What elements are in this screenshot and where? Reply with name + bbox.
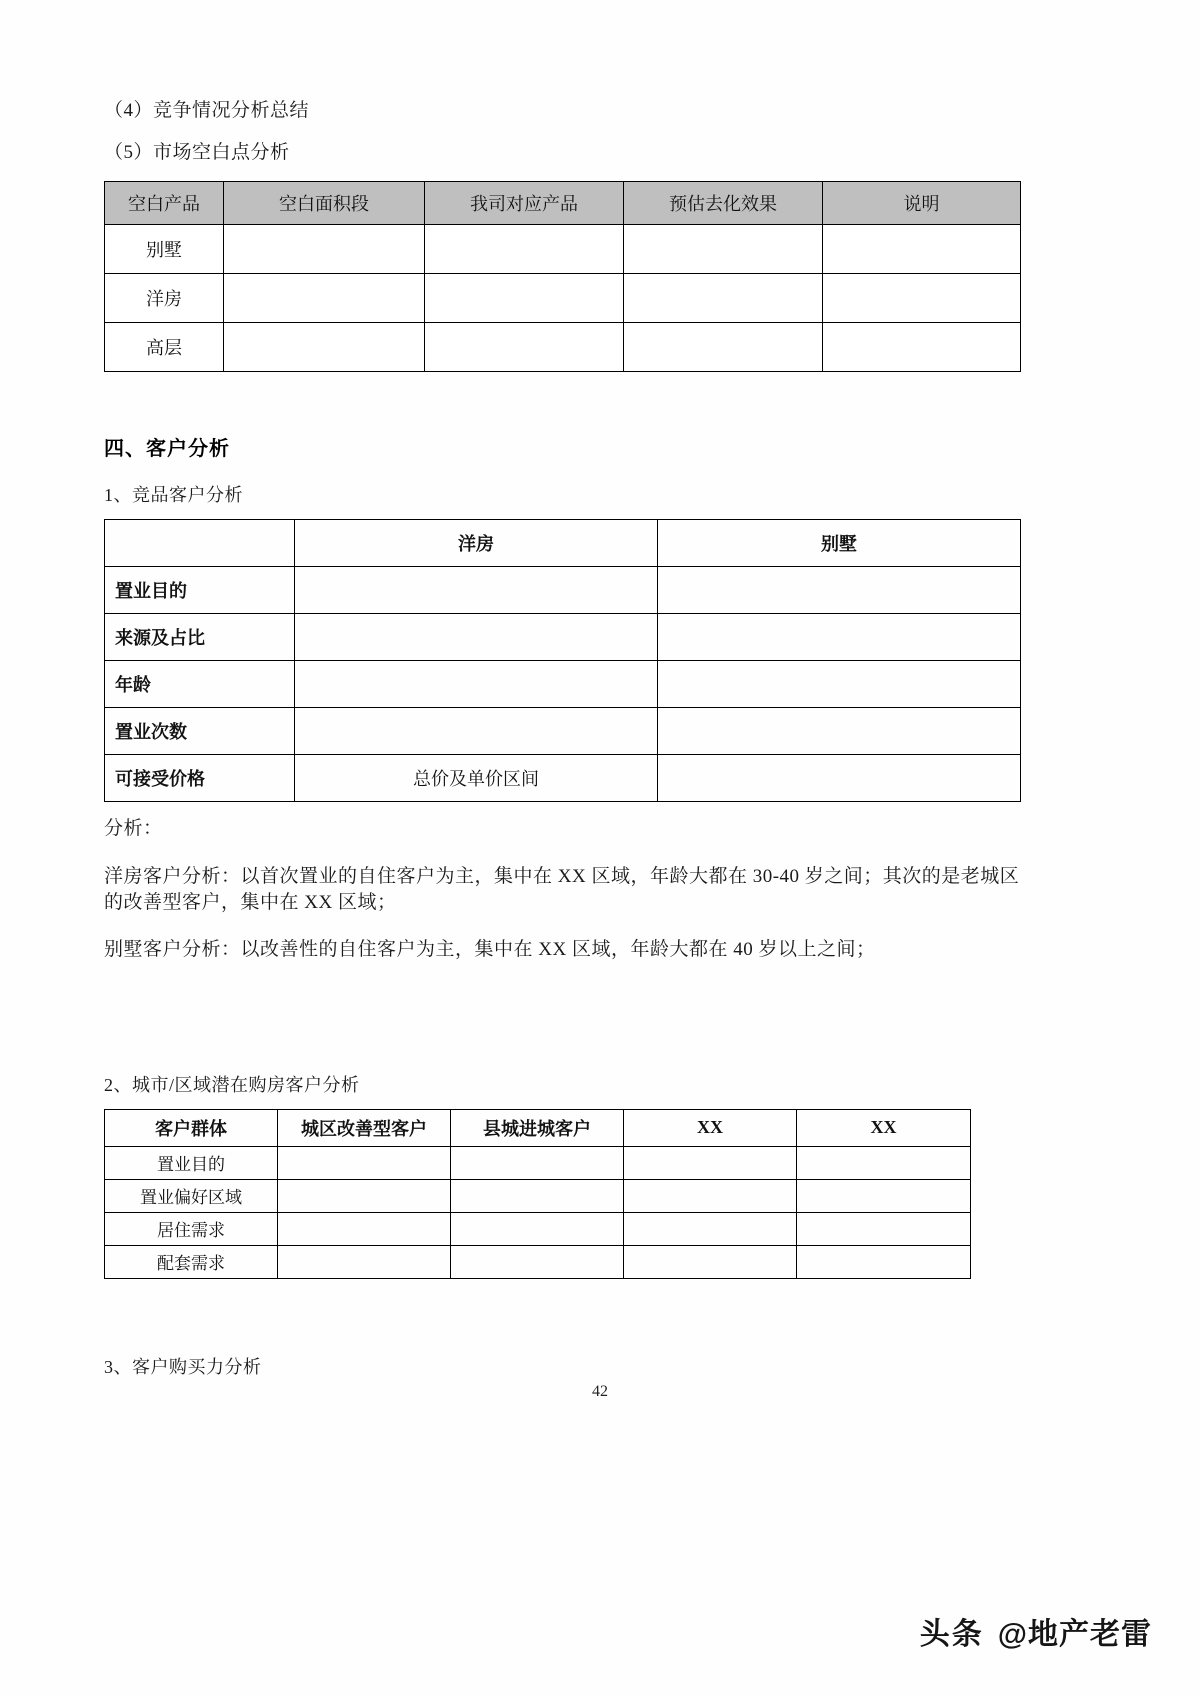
analysis-yangfang: 洋房客户分析：以首次置业的自住客户为主，集中在 XX 区域，年龄大都在 30-40 岁之间；其次的是老城区的改善型客户，集中在 XX 区域； — [104, 865, 1020, 913]
table-market-blank-points — [104, 181, 1021, 372]
analysis-label: 分析： — [104, 818, 163, 840]
table-competitor-customers — [104, 519, 1021, 802]
table-cell[interactable] — [224, 323, 425, 372]
table-cell[interactable] — [797, 1212, 971, 1245]
table-cell[interactable] — [295, 614, 658, 661]
row-label: 居住需求 — [105, 1212, 278, 1245]
table-cell[interactable] — [624, 1146, 797, 1179]
table-cell[interactable] — [624, 225, 823, 274]
table-cell[interactable] — [224, 274, 425, 323]
table-cell[interactable] — [797, 1245, 971, 1278]
row-label: 洋房 — [105, 274, 224, 323]
column-header: 客户群体 — [105, 1109, 278, 1146]
column-header: 洋房 — [295, 520, 658, 567]
table-cell[interactable] — [278, 1146, 451, 1179]
table-cell[interactable] — [451, 1212, 624, 1245]
section-spacer — [104, 372, 1020, 432]
table-cell[interactable] — [451, 1179, 624, 1212]
column-header: 说明 — [823, 182, 1021, 225]
table-cell[interactable] — [658, 708, 1021, 755]
table-cell[interactable] — [278, 1245, 451, 1278]
watermark-handle: @地产老雷 — [997, 1618, 1152, 1651]
table-row — [105, 1179, 971, 1212]
table-cell[interactable] — [797, 1146, 971, 1179]
column-header: XX — [624, 1109, 797, 1146]
table-cell[interactable] — [658, 567, 1021, 614]
table-header-row — [105, 182, 1021, 225]
table-cell[interactable] — [451, 1245, 624, 1278]
column-header: 空白产品 — [105, 182, 224, 225]
table-row — [105, 708, 1021, 755]
subsection-heading-competitor-customers: 1、竞品客户分析 — [104, 485, 243, 506]
section-heading-customer-analysis: 四、客户分析 — [104, 438, 230, 461]
column-header: 空白面积段 — [224, 182, 425, 225]
row-label: 配套需求 — [105, 1245, 278, 1278]
page-number: 42 — [592, 1383, 608, 1400]
table-cell[interactable] — [658, 755, 1021, 802]
row-label: 来源及占比 — [105, 614, 295, 661]
table-row — [105, 1146, 971, 1179]
table-row — [105, 323, 1021, 372]
table-cell[interactable] — [658, 661, 1021, 708]
table-header-row — [105, 520, 1021, 567]
table-row — [105, 567, 1021, 614]
table-cell[interactable] — [295, 708, 658, 755]
table-cell[interactable] — [658, 614, 1021, 661]
corner-cell — [105, 520, 295, 567]
table-cell[interactable] — [425, 225, 624, 274]
table-cell[interactable] — [224, 225, 425, 274]
row-label: 年龄 — [105, 661, 295, 708]
row-label: 置业偏好区域 — [105, 1179, 278, 1212]
row-label: 高层 — [105, 323, 224, 372]
table-cell[interactable] — [823, 274, 1021, 323]
row-label: 置业次数 — [105, 708, 295, 755]
column-header: 我司对应产品 — [425, 182, 624, 225]
watermark-brand: 头条 — [919, 1618, 984, 1651]
section-spacer — [104, 1339, 1020, 1353]
table-city-potential-customers — [104, 1109, 971, 1279]
column-header: 别墅 — [658, 520, 1021, 567]
table-cell[interactable] — [624, 1245, 797, 1278]
table-row — [105, 755, 1021, 802]
table-cell[interactable] — [624, 1212, 797, 1245]
table-spacer — [104, 802, 1020, 816]
section-spacer — [104, 985, 1020, 1045]
table-cell[interactable] — [624, 323, 823, 372]
table-cell[interactable] — [295, 567, 658, 614]
watermark — [920, 1609, 1152, 1653]
column-header: 预估去化效果 — [624, 182, 823, 225]
table-cell[interactable] — [624, 274, 823, 323]
list-item-competition-summary: （4）竞争情况分析总结 — [104, 100, 310, 121]
table-row — [105, 614, 1021, 661]
subsection-heading-purchasing-power: 3、客户购买力分析 — [104, 1356, 262, 1377]
table-row — [105, 225, 1021, 274]
column-header: 县城进城客户 — [451, 1109, 624, 1146]
table-cell[interactable] — [295, 661, 658, 708]
row-label: 可接受价格 — [105, 755, 295, 802]
section-spacer — [104, 1279, 1020, 1339]
table-row — [105, 1212, 971, 1245]
table-row — [105, 1245, 971, 1278]
analysis-bieshu: 别墅客户分析：以改善性的自住客户为主，集中在 XX 区域，年龄大都在 40 岁以上之间； — [104, 939, 876, 961]
page-content — [104, 98, 1020, 1391]
table-cell[interactable] — [823, 323, 1021, 372]
table-cell[interactable] — [278, 1212, 451, 1245]
table-cell[interactable] — [823, 225, 1021, 274]
table-row — [105, 661, 1021, 708]
column-header: XX — [797, 1109, 971, 1146]
row-label: 置业目的 — [105, 1146, 278, 1179]
table-cell[interactable] — [278, 1179, 451, 1212]
table-cell[interactable] — [425, 323, 624, 372]
table-cell[interactable] — [451, 1146, 624, 1179]
table-cell[interactable] — [624, 1179, 797, 1212]
subsection-heading-city-customers: 2、城市/区域潜在购房客户分析 — [104, 1074, 360, 1095]
table-cell[interactable] — [797, 1179, 971, 1212]
table-header-row — [105, 1109, 971, 1146]
column-header: 城区改善型客户 — [278, 1109, 451, 1146]
row-label: 别墅 — [105, 225, 224, 274]
section-spacer — [104, 1045, 1020, 1071]
table-row — [105, 274, 1021, 323]
row-label: 置业目的 — [105, 567, 295, 614]
table-cell[interactable] — [425, 274, 624, 323]
list-item-market-blank-points: （5）市场空白点分析 — [104, 141, 290, 163]
table-cell[interactable]: 总价及单价区间 — [295, 755, 658, 802]
